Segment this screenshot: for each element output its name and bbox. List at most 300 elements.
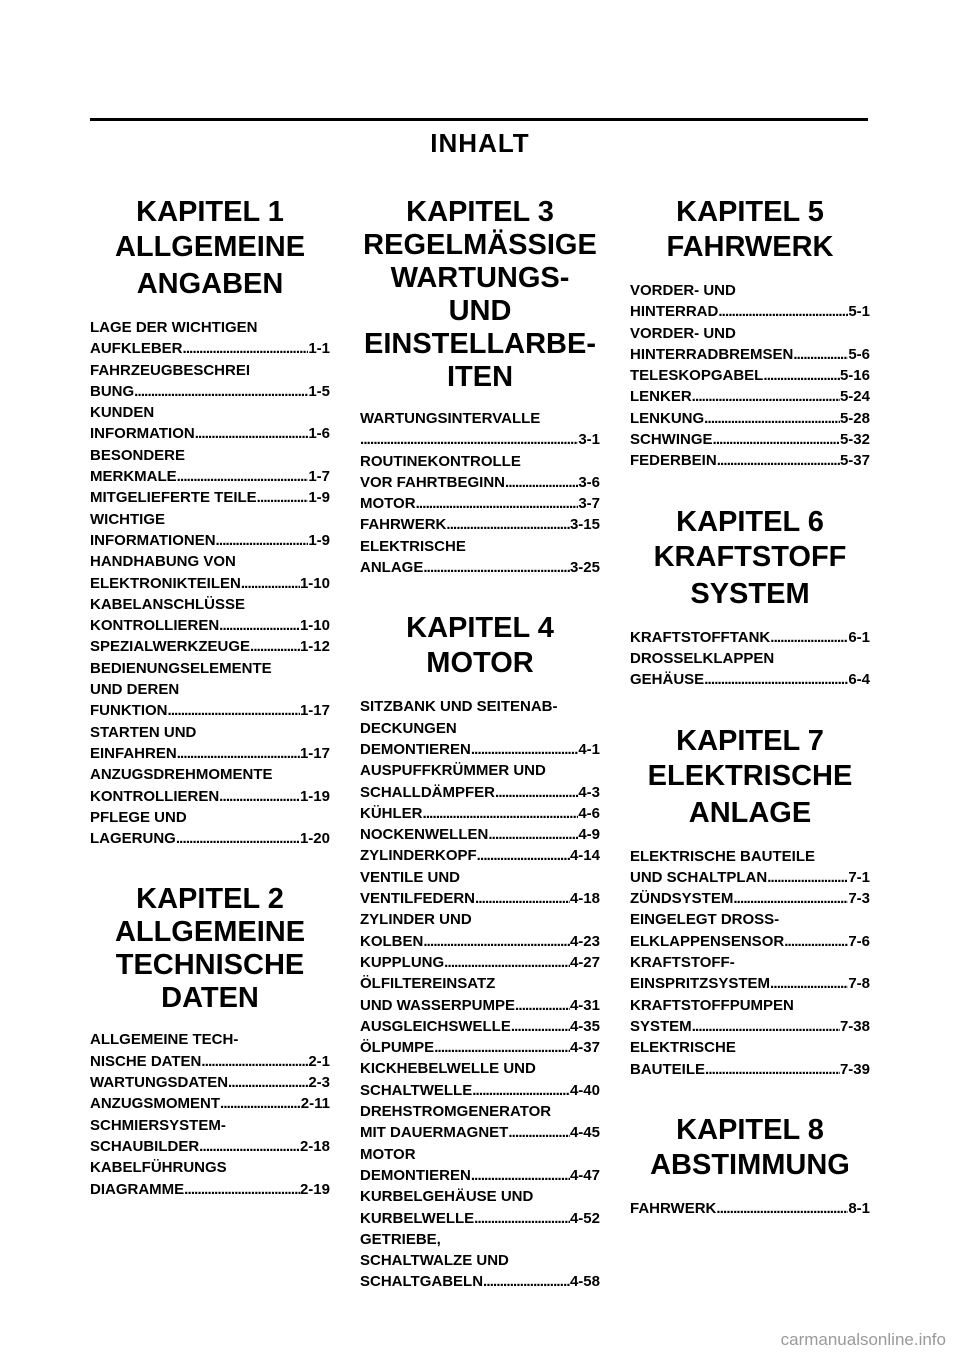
toc-entry-page: 2-3	[308, 1074, 330, 1092]
toc-entry[interactable]	[90, 764, 330, 807]
dot-leader	[423, 557, 570, 578]
toc-entry-page: 5-32	[839, 431, 870, 449]
toc-entry-tail	[630, 386, 870, 407]
chapter-heading-line: EINSTELLARBE-	[364, 328, 596, 360]
dot-leader	[168, 700, 300, 721]
toc-entry-page: 7-8	[848, 975, 870, 993]
toc-entry-tail	[360, 557, 600, 578]
toc-entry-text: SCHWINGE	[630, 431, 713, 449]
dot-leader	[446, 514, 570, 535]
toc-entry-text: EINSPRITZSYSTEM	[630, 975, 771, 993]
toc-entry[interactable]	[630, 408, 870, 429]
toc-entry[interactable]	[90, 1072, 330, 1093]
toc-entry-page: 1-17	[299, 744, 330, 762]
toc-entry-tail	[90, 487, 330, 508]
toc-entry[interactable]	[90, 317, 330, 360]
dot-leader	[763, 365, 840, 386]
toc-entry-text: INFORMATIONEN	[90, 531, 216, 549]
dot-leader	[184, 1179, 300, 1200]
dot-leader	[717, 450, 840, 471]
toc-entry-list	[90, 1029, 330, 1199]
toc-column-3	[630, 196, 870, 1219]
toc-entry[interactable]	[360, 1229, 600, 1293]
dot-leader	[219, 786, 300, 807]
toc-entry-tail	[630, 1198, 870, 1219]
chapter-spacer	[90, 849, 330, 883]
toc-entry-text: HINTERRADBREMSEN	[630, 345, 794, 363]
toc-entry-list	[630, 280, 870, 472]
toc-entry-text: PFLEGE UND	[90, 808, 187, 826]
toc-entry-text: ZÜNDSYSTEM	[630, 890, 734, 908]
toc-entry[interactable]	[90, 807, 330, 850]
toc-entry-page: 5-16	[839, 367, 870, 385]
toc-entry[interactable]	[630, 952, 870, 995]
toc-entry-page: 4-52	[569, 1209, 600, 1227]
toc-entry-text: DIAGRAMME	[90, 1180, 185, 1198]
toc-entry-tail	[630, 429, 870, 450]
toc-entry[interactable]	[630, 1037, 870, 1080]
toc-entry-page: 1-20	[299, 830, 330, 848]
toc-entry-text: BEDIENUNGSELEMENTE	[90, 659, 272, 677]
toc-entry-text: MITGELIEFERTE TEILE	[90, 489, 257, 507]
toc-entry-text: FUNKTION	[90, 702, 168, 720]
toc-entry[interactable]	[360, 909, 600, 952]
chapter-heading-line: ELEKTRISCHE	[647, 759, 853, 792]
toc-entry-page: 5-28	[839, 409, 870, 427]
chapter-heading-line: KAPITEL 4	[406, 612, 554, 645]
toc-entry-tail	[630, 1059, 870, 1080]
dot-leader	[360, 429, 578, 450]
chapter-heading-line: ALLGEMEINE	[114, 231, 306, 263]
toc-entry[interactable]	[360, 696, 600, 760]
toc-entry-tail	[90, 615, 330, 636]
toc-entry-text: KUNDEN	[90, 404, 155, 422]
toc-entry-text: SCHALTGABELN	[360, 1273, 484, 1291]
dot-leader	[515, 995, 570, 1016]
toc-entry-page: 1-19	[299, 787, 330, 805]
chapter-heading-line: ANLAGE	[688, 796, 812, 829]
toc-entry-tail	[90, 1179, 330, 1200]
dot-leader	[488, 824, 578, 845]
toc-entry-text: AUSPUFFKRÜMMER UND	[360, 762, 546, 780]
toc-entry-tail	[360, 1165, 600, 1186]
chapter-heading-line: KAPITEL 1	[136, 196, 284, 228]
watermark: carmanualsonline.info	[780, 1330, 946, 1349]
toc-entry-page: 8-1	[848, 1199, 870, 1217]
dot-leader	[770, 627, 848, 648]
toc-entry-text: FEDERBEIN	[630, 452, 717, 470]
chapter-heading-line: ALLGEMEINE	[114, 916, 306, 949]
toc-entry-text: LAGE DER WICHTIGEN	[90, 319, 258, 336]
toc-entry-text: ALLGEMEINE TECH-	[90, 1031, 239, 1049]
toc-entry-text: KICKHEBELWELLE UND	[360, 1060, 536, 1078]
toc-entry-page: 4-47	[569, 1166, 600, 1184]
dot-leader	[177, 466, 309, 487]
toc-entry-page: 1-1	[308, 340, 330, 358]
toc-entry[interactable]	[90, 594, 330, 637]
toc-entry-text: MERKMALE	[90, 468, 177, 486]
toc-entry[interactable]	[90, 1029, 330, 1072]
toc-entry-text: BAUTEILE	[630, 1060, 705, 1078]
toc-entry[interactable]	[360, 493, 600, 514]
page-title: INHALT	[430, 128, 530, 158]
dot-leader	[483, 1271, 570, 1292]
toc-entry[interactable]	[360, 973, 600, 1016]
toc-entry-text: KRAFTSTOFF-	[630, 954, 735, 972]
dot-leader	[704, 669, 848, 690]
toc-entry-text: MOTOR	[360, 1145, 416, 1163]
dot-leader	[784, 931, 848, 952]
toc-entry-tail	[630, 408, 870, 429]
chapter-heading-line: KAPITEL 7	[676, 724, 824, 757]
toc-entry-page: 2-11	[300, 1095, 330, 1113]
toc-entry-text: SPEZIALWERKZEUGE	[90, 638, 251, 656]
toc-entry-tail	[90, 1093, 330, 1114]
dot-leader	[471, 739, 578, 760]
dot-leader	[770, 973, 848, 994]
dot-leader	[692, 1016, 840, 1037]
toc-entry-page: 1-17	[299, 702, 330, 720]
toc-entry-page: 3-1	[578, 431, 600, 449]
dot-leader	[767, 867, 848, 888]
chapter-spacer	[630, 472, 870, 506]
toc-entry-text: GEHÄUSE	[630, 671, 705, 689]
dot-leader	[241, 573, 300, 594]
toc-entry-text: DECKUNGEN	[360, 719, 457, 737]
chapter-heading-line: ABSTIMMUNG	[650, 1148, 850, 1181]
toc-entry-text: VORDER- UND	[630, 282, 736, 299]
toc-entry-page: 4-23	[569, 932, 600, 950]
toc-entry-text: SCHMIERSYSTEM-	[90, 1116, 226, 1134]
toc-entry-text: SITZBANK UND SEITENAB-	[360, 698, 558, 716]
toc-entry-page: 4-18	[569, 890, 600, 908]
toc-entry-text: ELEKTRISCHE	[630, 1039, 736, 1057]
dot-leader	[183, 338, 309, 359]
toc-entry-page: 4-35	[569, 1017, 600, 1035]
toc-entry-tail	[630, 931, 870, 952]
toc-entry-text: FAHRWERK	[630, 1199, 717, 1217]
toc-entry[interactable]	[360, 514, 600, 535]
toc-entry[interactable]	[90, 487, 330, 508]
toc-entry-text: STARTEN UND	[90, 723, 197, 741]
toc-entry-tail	[90, 1051, 330, 1072]
toc-entry[interactable]	[90, 1157, 330, 1200]
toc-entry-text: NISCHE DATEN	[90, 1052, 202, 1070]
dot-leader	[505, 472, 578, 493]
toc-entry-text: ZYLINDERKOPF	[360, 847, 477, 865]
toc-entry[interactable]	[630, 386, 870, 407]
toc-entry[interactable]	[360, 803, 600, 824]
toc-entry-text: BUNG	[90, 382, 135, 400]
toc-entry-tail	[90, 700, 330, 721]
toc-entry-text: VENTILE UND	[360, 868, 461, 886]
toc-entry-text: ROUTINEKONTROLLE	[360, 452, 521, 470]
chapter-heading	[630, 196, 870, 266]
toc-entry-text: EINGELEGT DROSS-	[630, 911, 780, 929]
toc-entry-tail	[360, 782, 600, 803]
toc-entry-tail	[360, 803, 600, 824]
dot-leader	[257, 487, 309, 508]
toc-entry-text: HINTERRAD	[630, 303, 719, 321]
toc-entry[interactable]	[360, 1101, 600, 1144]
toc-entry[interactable]	[630, 429, 870, 450]
chapter-heading	[360, 612, 600, 682]
dot-leader	[495, 782, 578, 803]
toc-entry-text: BESONDERE	[90, 446, 186, 464]
dot-leader	[228, 1072, 308, 1093]
toc-entry-page: 1-7	[308, 468, 330, 486]
toc-entry-page: 4-6	[578, 804, 600, 822]
toc-entry[interactable]	[360, 1016, 600, 1037]
toc-entry[interactable]	[360, 1037, 600, 1058]
chapter-heading	[90, 196, 330, 303]
toc-entry-tail	[90, 466, 330, 487]
chapter-heading-line: SYSTEM	[690, 577, 810, 610]
toc-entry-tail	[360, 845, 600, 866]
toc-entry-text: ÖLPUMPE	[360, 1039, 435, 1057]
toc-entry-tail	[630, 669, 870, 690]
chapter-heading-line: MOTOR	[426, 647, 534, 680]
toc-entry-text: KURBELGEHÄUSE UND	[360, 1188, 534, 1206]
toc-entry-page: 7-6	[848, 932, 870, 950]
toc-entry-tail	[630, 973, 870, 994]
chapter-heading	[630, 506, 870, 613]
dot-leader	[474, 1208, 570, 1229]
toc-entry-tail	[630, 867, 870, 888]
toc-entry[interactable]	[90, 1115, 330, 1158]
toc-entry[interactable]	[630, 888, 870, 909]
toc-entry-tail	[630, 365, 870, 386]
toc-entry-list	[630, 627, 870, 691]
toc-entry-text: AUSGLEICHSWELLE	[360, 1017, 511, 1035]
toc-entry-page: 4-37	[569, 1039, 600, 1057]
toc-entry[interactable]	[360, 1144, 600, 1187]
toc-entry[interactable]	[630, 450, 870, 471]
toc-entry-text: AUFKLEBER	[90, 340, 183, 358]
toc-entry-page: 2-19	[299, 1180, 330, 1198]
toc-entry-page: 4-45	[569, 1124, 600, 1142]
toc-entry-tail	[90, 743, 330, 764]
chapter-heading-line: KAPITEL 5	[676, 196, 824, 228]
toc-entry-text: ANLAGE	[360, 559, 424, 577]
toc-entry[interactable]	[90, 658, 330, 722]
toc-entry[interactable]	[630, 648, 870, 691]
toc-entry-tail	[90, 338, 330, 359]
chapter-heading-line: WARTUNGS- UND	[390, 262, 570, 327]
dot-leader	[444, 952, 570, 973]
toc-entry[interactable]	[360, 867, 600, 910]
toc-entry[interactable]	[360, 952, 600, 973]
dot-leader	[134, 381, 308, 402]
chapter-heading-line: KAPITEL 8	[676, 1113, 824, 1146]
toc-entry-text: TELESKOPGABEL	[630, 367, 764, 385]
toc-entry[interactable]	[360, 1058, 600, 1101]
toc-entry[interactable]	[90, 509, 330, 552]
toc-entry-text: MIT DAUERMAGNET	[360, 1124, 509, 1142]
toc-entry[interactable]	[630, 280, 870, 323]
toc-entry-tail	[90, 573, 330, 594]
toc-entry-text: DEMONTIEREN	[360, 740, 471, 758]
toc-entry-text: ELEKTRISCHE	[360, 537, 466, 555]
toc-entry-page: 4-14	[569, 847, 600, 865]
toc-entry-text: DEMONTIEREN	[360, 1166, 471, 1184]
toc-entry-tail	[630, 627, 870, 648]
toc-entry[interactable]	[630, 846, 870, 889]
toc-entry-text: VORDER- UND	[630, 324, 736, 342]
toc-entry-text: ANZUGSMOMENT	[90, 1095, 220, 1113]
toc-entry-text: UND DEREN	[90, 681, 180, 699]
toc-column-1	[90, 196, 330, 1200]
toc-entry-tail	[630, 344, 870, 365]
toc-entry-page: 1-10	[299, 574, 330, 592]
toc-entry-page: 1-9	[308, 489, 330, 507]
dot-leader	[705, 1059, 840, 1080]
toc-entry[interactable]	[360, 1186, 600, 1229]
toc-entry-tail	[90, 1072, 330, 1093]
chapter-heading-line: TECHNISCHE	[115, 949, 305, 982]
toc-entry[interactable]	[630, 323, 870, 366]
toc-entry-text: KONTROLLIEREN	[90, 787, 220, 805]
toc-entry[interactable]	[360, 536, 600, 579]
dot-leader	[195, 423, 309, 444]
dot-leader	[423, 803, 579, 824]
toc-entry-text: MOTOR	[360, 495, 416, 513]
dot-leader	[471, 1165, 570, 1186]
toc-entry-text: WARTUNGSDATEN	[90, 1074, 229, 1092]
toc-entry[interactable]	[630, 909, 870, 952]
toc-entry-text: NOCKENWELLEN	[360, 826, 489, 844]
toc-entry-text: KÜHLER	[360, 804, 423, 822]
toc-entry-text: HANDHABUNG VON	[90, 553, 236, 571]
toc-entry[interactable]	[90, 402, 330, 445]
chapter-spacer	[360, 578, 600, 612]
toc-entry[interactable]	[360, 408, 600, 451]
toc-entry[interactable]	[90, 722, 330, 765]
dot-leader	[692, 386, 840, 407]
toc-entry-page: 7-1	[848, 868, 870, 886]
toc-entry-text: SCHALTWELLE	[360, 1081, 473, 1099]
toc-entry-tail	[360, 493, 600, 514]
toc-entry-text: GETRIEBE,	[360, 1230, 441, 1248]
toc-entry-text: WARTUNGSINTERVALLE	[360, 410, 541, 427]
toc-entry-tail	[630, 1016, 870, 1037]
toc-entry-page: 5-24	[839, 388, 870, 406]
toc-entry-tail	[360, 429, 600, 450]
toc-entry-tail	[360, 1271, 600, 1292]
toc-entry-tail	[360, 1016, 600, 1037]
toc-entry[interactable]	[90, 445, 330, 488]
dot-leader	[416, 493, 579, 514]
toc-entry[interactable]	[630, 365, 870, 386]
toc-entry[interactable]	[360, 845, 600, 866]
toc-entry[interactable]	[360, 760, 600, 803]
toc-entry-page: 1-6	[308, 425, 330, 443]
toc-entry-text: KRAFTSTOFFPUMPEN	[630, 996, 794, 1014]
chapter-spacer	[630, 1080, 870, 1114]
toc-entry-tail	[360, 1037, 600, 1058]
dot-leader	[177, 743, 300, 764]
toc-entry-page: 4-1	[578, 740, 600, 758]
toc-entry-page: 1-9	[308, 531, 330, 549]
toc-entry[interactable]	[90, 360, 330, 403]
dot-leader	[220, 1093, 301, 1114]
toc-entry-tail	[360, 1122, 600, 1143]
dot-leader	[716, 1198, 848, 1219]
toc-entry-page: 4-27	[569, 953, 600, 971]
dot-leader	[219, 615, 300, 636]
toc-entry[interactable]	[360, 824, 600, 845]
toc-entry[interactable]	[630, 627, 870, 648]
toc-entry-page: 3-25	[569, 559, 600, 577]
toc-entry-text: ELKLAPPENSENSOR	[630, 932, 785, 950]
toc-entry-page: 4-31	[569, 996, 600, 1014]
dot-leader	[434, 1037, 570, 1058]
toc-entry-page: 1-12	[299, 638, 330, 656]
toc-entry-text: ZYLINDER UND	[360, 911, 472, 929]
toc-entry-tail	[90, 423, 330, 444]
toc-entry-page: 3-7	[578, 495, 600, 513]
toc-entry-tail	[360, 952, 600, 973]
dot-leader	[793, 344, 848, 365]
toc-entry[interactable]	[630, 1198, 870, 1219]
toc-entry-list	[630, 846, 870, 1080]
toc-entry-page: 2-18	[299, 1137, 330, 1155]
toc-entry-text: KONTROLLIEREN	[90, 617, 220, 635]
toc-entry-tail	[90, 530, 330, 551]
toc-entry-text: KABELANSCHLÜSSE	[90, 595, 246, 613]
toc-entry-text: KRAFTSTOFFTANK	[630, 628, 771, 646]
toc-entry-page: 5-1	[848, 303, 870, 321]
toc-entry-page: 4-3	[578, 783, 600, 801]
chapter-heading-line: KAPITEL 3	[406, 196, 554, 228]
toc-entry[interactable]	[630, 995, 870, 1038]
toc-entry-page: 7-3	[848, 890, 870, 908]
toc-entry[interactable]	[90, 1093, 330, 1114]
dot-leader	[713, 429, 840, 450]
toc-entry-page: 4-9	[578, 826, 600, 844]
toc-entry-text: FAHRZEUGBESCHREI	[90, 361, 251, 379]
toc-entry-page: 5-37	[839, 452, 870, 470]
toc-entry-page: 5-6	[848, 345, 870, 363]
dot-leader	[511, 1016, 570, 1037]
toc-entry-tail	[360, 472, 600, 493]
toc-entry-page: 1-5	[308, 382, 330, 400]
toc-entry[interactable]	[90, 551, 330, 594]
dot-leader	[250, 636, 300, 657]
dot-leader	[472, 1080, 570, 1101]
chapter-heading-line: KAPITEL 6	[676, 505, 824, 538]
toc-entry-page: 3-6	[578, 473, 600, 491]
toc-entry-text: KABELFÜHRUNGS	[90, 1159, 227, 1177]
chapter-heading	[630, 725, 870, 832]
toc-entry-text: KURBELWELLE	[360, 1209, 475, 1227]
toc-entry-text: SYSTEM	[630, 1017, 692, 1035]
toc-entry[interactable]	[360, 451, 600, 494]
toc-entry-text: LENKUNG	[630, 409, 705, 427]
dot-leader	[216, 530, 309, 551]
toc-entry-tail	[90, 786, 330, 807]
toc-entry-text: VOR FAHRTBEGINN	[360, 473, 506, 491]
dot-leader	[475, 888, 570, 909]
toc-entry-page: 4-40	[569, 1081, 600, 1099]
toc-entry-tail	[360, 739, 600, 760]
dot-leader	[201, 1051, 308, 1072]
toc-entry-text: UND WASSERPUMPE	[360, 996, 516, 1014]
dot-leader	[718, 301, 848, 322]
toc-entry-page: 7-38	[839, 1017, 870, 1035]
toc-entry-page: 7-39	[839, 1060, 870, 1078]
toc-entry[interactable]	[90, 636, 330, 657]
